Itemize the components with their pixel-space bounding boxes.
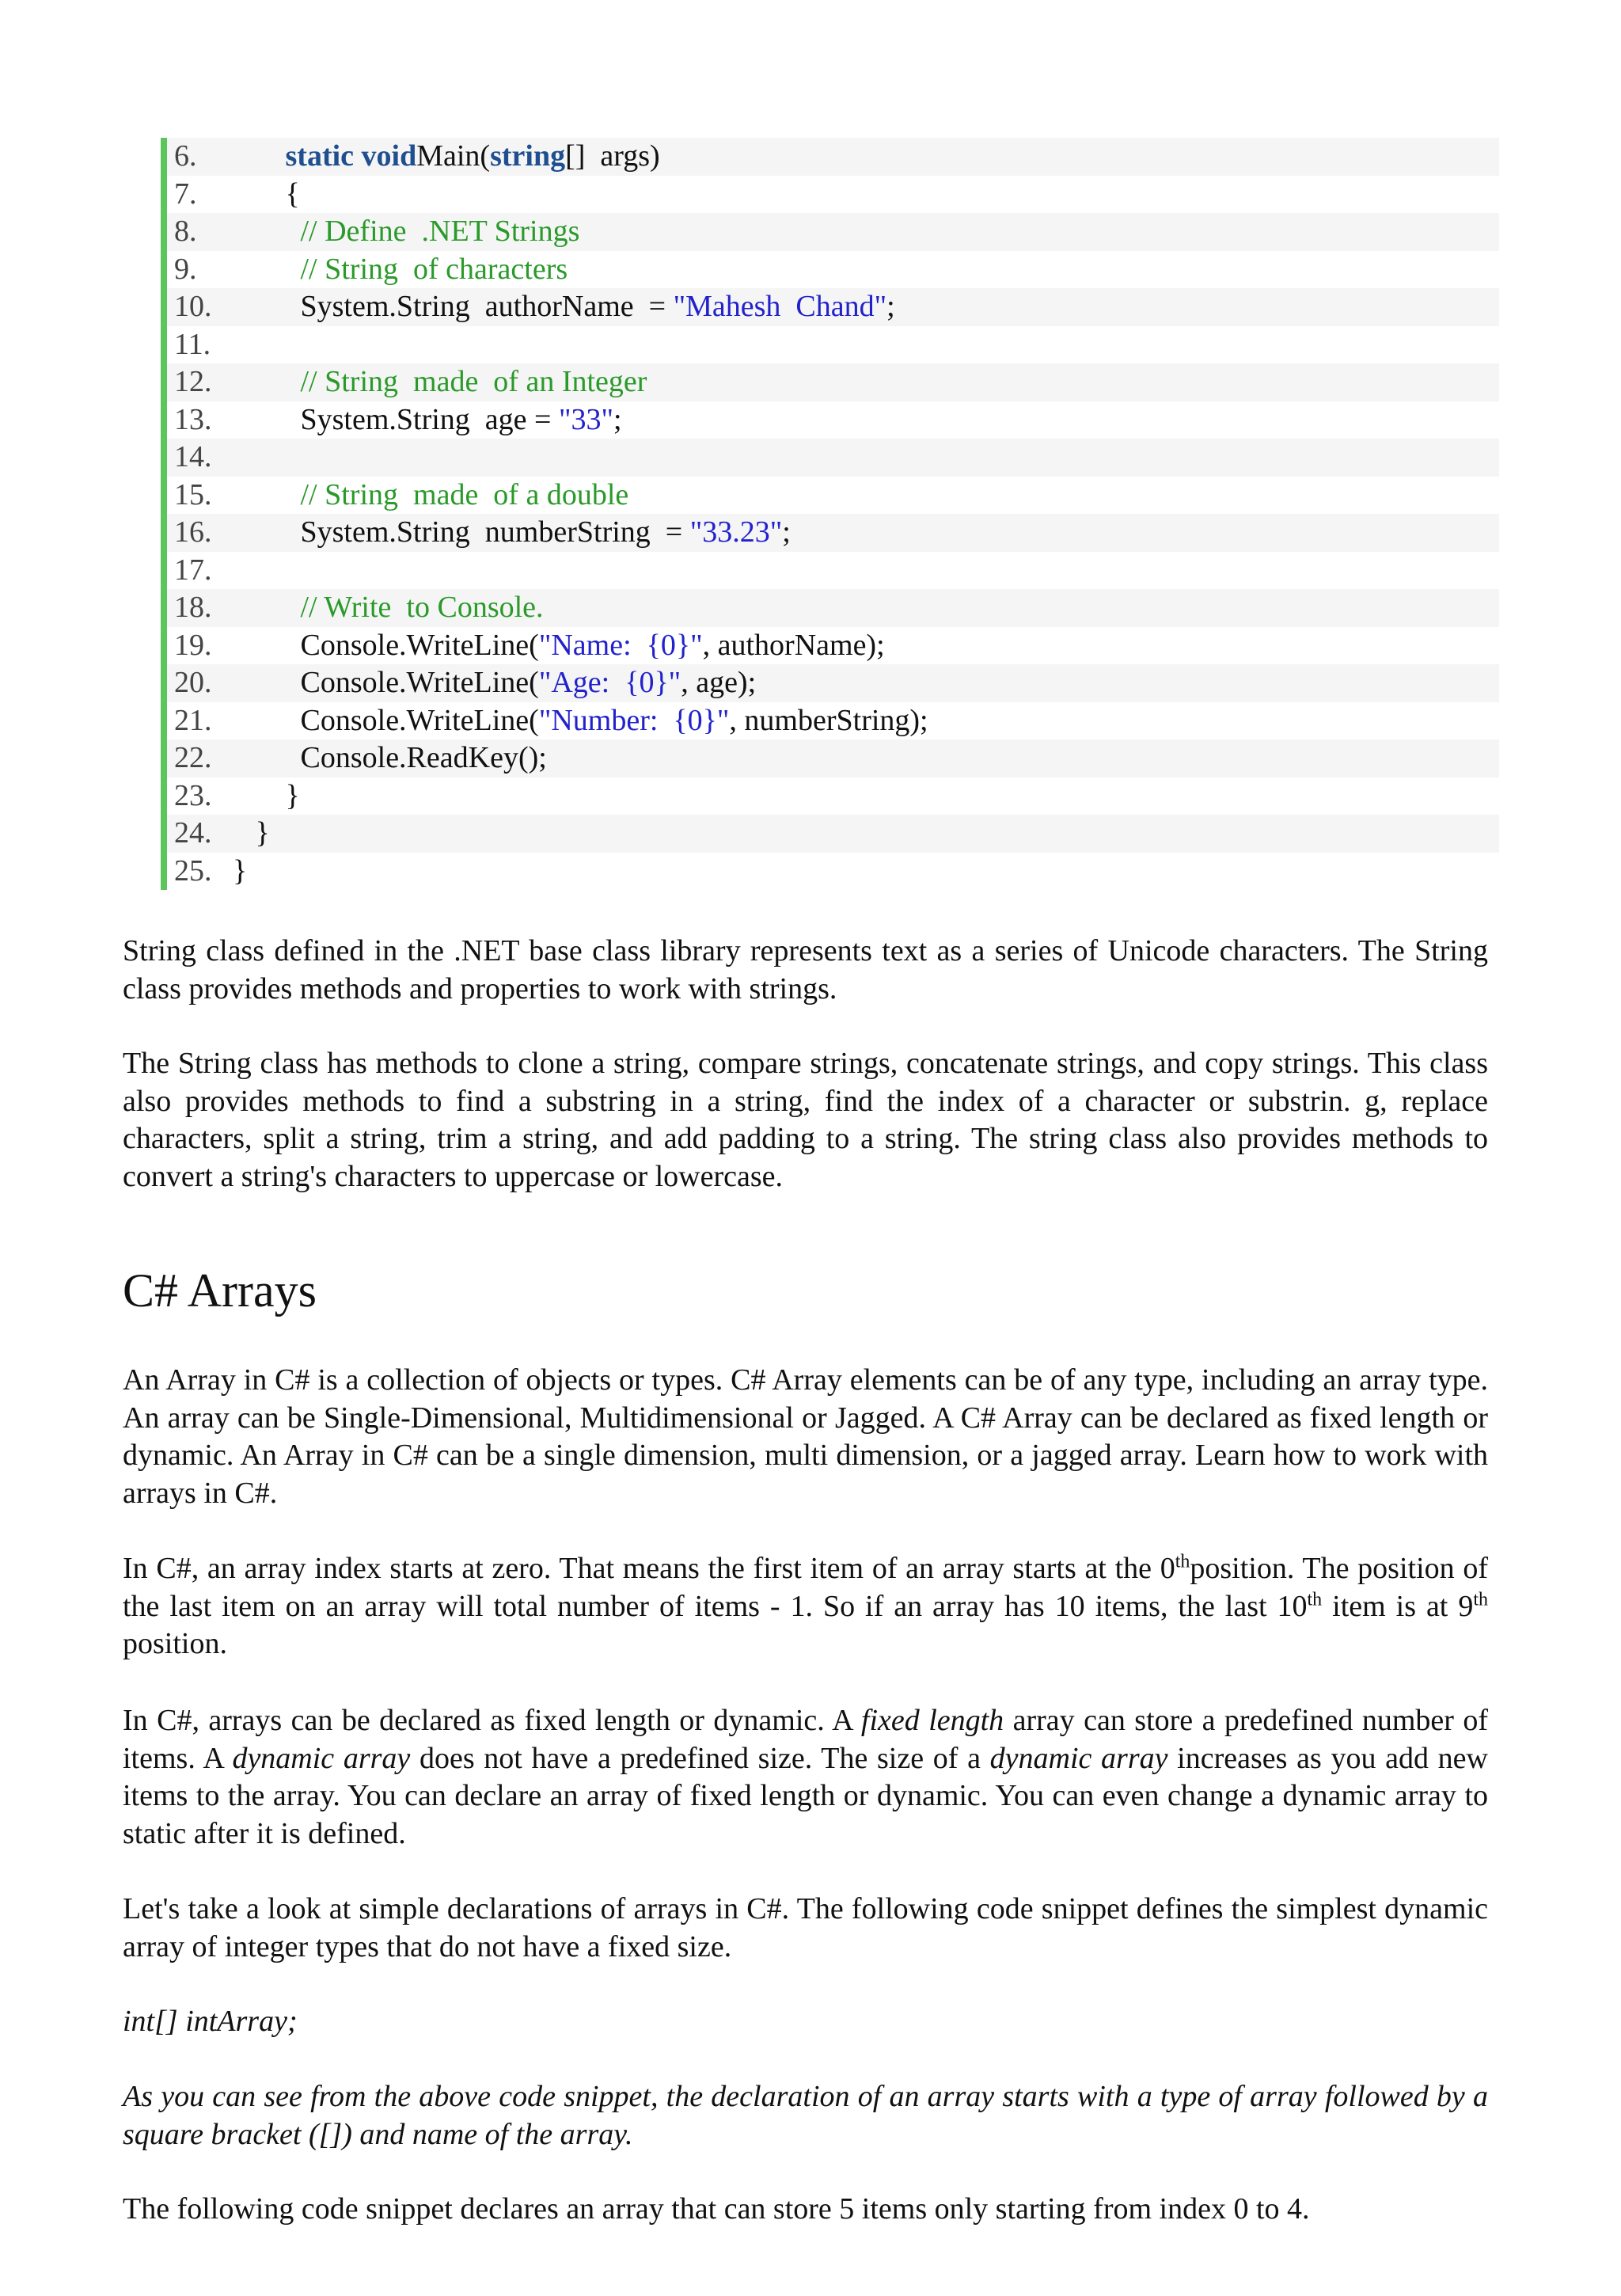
paragraph-array-intro: An Array in C# is a collection of objects or types. C# Array elements can be of any type, including an array type. An array can be Single-Dimensional, Multidimensional or Jagged. A C# Array can be declared as fixed length or dynamic. An Array in C# can be a single dimension, multi dimension, or a jagged array. Learn how to work with arrays in C#. xyxy=(123,1363,1488,1510)
code-string: "Mahesh Chand" xyxy=(673,290,887,323)
code-token: , numberString); xyxy=(729,703,928,737)
code-token: ; xyxy=(782,515,791,549)
code-text xyxy=(233,363,647,401)
code-line xyxy=(167,213,1499,251)
line-number: 6. xyxy=(174,139,197,173)
code-line xyxy=(167,138,1499,176)
line-number: 12. xyxy=(174,365,212,398)
line-number: 18. xyxy=(174,591,212,624)
code-string: "33" xyxy=(558,402,614,436)
code-token: System.String numberString = xyxy=(300,515,690,549)
code-string: "33.23" xyxy=(689,515,783,549)
inline-code-declaration: int[] intArray; xyxy=(123,2005,298,2038)
code-keyword: static void xyxy=(285,139,417,173)
code-comment: // String of characters xyxy=(300,252,568,286)
code-line xyxy=(167,664,1499,702)
line-number: 23. xyxy=(174,778,212,812)
code-keyword: string xyxy=(490,139,566,173)
paragraph-following-snippet: The following code snippet declares an array that can store 5 items only starting from index 0 to 4. xyxy=(123,2192,1310,2226)
code-line xyxy=(167,439,1499,477)
line-number: 16. xyxy=(174,515,212,549)
line-number: 9. xyxy=(174,252,197,286)
code-text xyxy=(233,213,579,251)
code-text xyxy=(233,702,928,740)
code-line xyxy=(167,552,1499,590)
paragraph-string-class: String class defined in the .NET base class library represents text as a series of Unicode characters. The String class provides methods and properties to work with strings. xyxy=(123,934,1488,1005)
code-token: { xyxy=(285,177,300,211)
code-line xyxy=(167,288,1499,326)
code-token: Main( xyxy=(416,139,491,173)
code-line xyxy=(167,251,1499,289)
code-line xyxy=(167,176,1499,214)
code-line xyxy=(167,702,1499,740)
code-line xyxy=(167,627,1499,665)
code-token: } xyxy=(233,853,248,888)
paragraph-lets-take-look: Let's take a look at simple declarations of arrays in C#. The following code snippet defines the simplest dynamic array of integer types that do not have a fixed size. xyxy=(123,1892,1488,1963)
code-line xyxy=(167,477,1499,515)
code-text xyxy=(233,514,791,552)
paragraph-array-index: In C#, an array index starts at zero. That means the first item of an array starts at the 0thposition. The position of the last item on an array will total number of items - 1. So if an array has 10 items, the last 10th item is at 9th position. xyxy=(123,1551,1488,1660)
code-token: [] args) xyxy=(565,139,660,173)
line-number: 13. xyxy=(174,402,212,436)
line-number: 20. xyxy=(174,666,212,699)
code-text xyxy=(233,777,300,815)
code-token: System.String age = xyxy=(300,402,559,436)
code-string: "Name: {0}" xyxy=(538,628,703,662)
line-number: 15. xyxy=(174,477,212,511)
code-token: ; xyxy=(886,290,895,323)
code-line xyxy=(167,326,1499,364)
line-number: 7. xyxy=(174,177,197,211)
code-line xyxy=(167,739,1499,777)
paragraph-string-methods: The String class has methods to clone a string, compare strings, concatenate strings, and copy strings. This class also provides methods to find a substring in a string, find the index of a character or substrin. g, replace characters, split a string, trim a string, and add padding to a string. The string class also provides methods to convert a string's characters to uppercase or lowercase. xyxy=(123,1047,1488,1193)
code-text xyxy=(233,401,622,439)
paragraph-fixed-dynamic: In C#, arrays can be declared as fixed length or dynamic. A fixed length array can store a predefined number of items. A dynamic array does not have a predefined size. The size of a dynamic array increases as you add new items to the array. You can declare an array of fixed length or dynamic. You can even change a dynamic array to static after it is defined. xyxy=(123,1704,1488,1850)
code-text xyxy=(233,176,300,214)
code-comment: // String made of a double xyxy=(300,477,629,511)
code-line xyxy=(167,363,1499,401)
code-string: "Age: {0}" xyxy=(538,666,681,699)
code-token: } xyxy=(285,778,300,812)
line-number: 22. xyxy=(174,741,212,774)
code-token: , age); xyxy=(681,666,757,699)
code-token: ; xyxy=(613,402,622,436)
code-text xyxy=(233,664,756,702)
code-text xyxy=(233,853,247,891)
code-token: } xyxy=(255,816,270,850)
code-text xyxy=(233,589,544,627)
code-text xyxy=(233,477,628,515)
line-number: 19. xyxy=(174,628,212,662)
code-line xyxy=(167,853,1499,891)
line-number: 21. xyxy=(174,703,212,737)
code-line xyxy=(167,401,1499,439)
line-number: 8. xyxy=(174,215,197,248)
code-text xyxy=(233,627,885,665)
code-text xyxy=(233,288,895,326)
line-number: 25. xyxy=(174,853,212,888)
code-line xyxy=(167,815,1499,853)
code-line xyxy=(167,589,1499,627)
code-token: Console.WriteLine( xyxy=(300,703,539,737)
code-listing xyxy=(161,138,1499,890)
code-line xyxy=(167,514,1499,552)
line-number: 11. xyxy=(174,327,211,361)
line-number: 17. xyxy=(174,553,212,587)
code-text xyxy=(233,815,270,853)
code-token: Console.WriteLine( xyxy=(300,666,539,699)
code-comment: // Define .NET Strings xyxy=(300,215,580,248)
code-text xyxy=(233,138,660,176)
line-number: 24. xyxy=(174,816,212,850)
code-token: Console.WriteLine( xyxy=(300,628,539,662)
code-token: , authorName); xyxy=(702,628,885,662)
paragraph-as-you-can-see: As you can see from the above code snippet, the declaration of an array starts with a type of array followed by a square bracket ([]) and name of the array. xyxy=(123,2080,1488,2151)
section-heading-arrays: C# Arrays xyxy=(123,1264,317,1317)
code-string: "Number: {0}" xyxy=(538,703,730,737)
code-text xyxy=(233,739,547,777)
line-number: 14. xyxy=(174,440,212,473)
code-token: System.String authorName = xyxy=(300,290,674,323)
code-text xyxy=(233,251,568,289)
code-token: Console.ReadKey(); xyxy=(300,741,547,774)
code-line xyxy=(167,777,1499,815)
code-comment: // String made of an Integer xyxy=(300,365,647,398)
line-number: 10. xyxy=(174,290,212,323)
code-comment: // Write to Console. xyxy=(300,591,544,624)
